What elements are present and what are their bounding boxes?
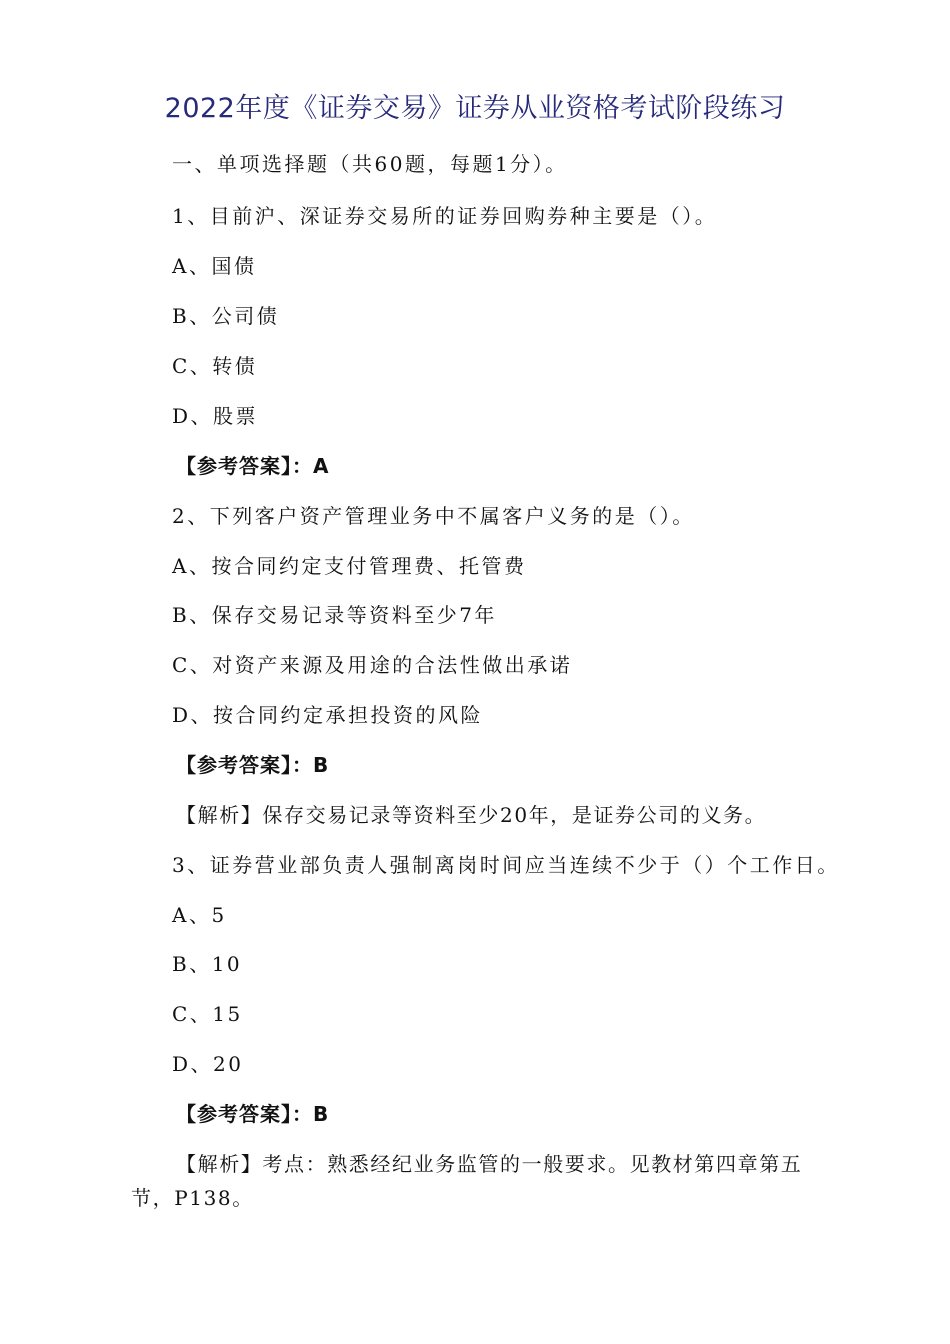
question-2-answer: 【参考答案】：B [176,753,330,777]
question-1-option-d: D、股票 [172,404,259,428]
question-3-explanation-continued: 节，P138。 [131,1186,254,1210]
question-3-explanation [176,1148,802,1177]
explanation-text: 保存交易记录等资料至少20年，是证券公司的义务。 [262,803,767,827]
page-title: 2022年度《证券交易》证券从业资格考试阶段练习 [164,93,786,124]
explanation-tag: 【解析】 [176,1152,263,1176]
question-2-option-d: D、按合同约定承担投资的风险 [172,703,484,727]
question-2-option-a: A、按合同约定支付管理费、托管费 [172,554,527,578]
question-1-answer: 【参考答案】：A [176,454,330,478]
question-3-stem: 3、证券营业部负责人强制离岗时间应当连续不少于（）个工作日。 [172,853,840,877]
question-3-answer: 【参考答案】：B [176,1102,330,1126]
question-1-option-b: B、公司债 [172,304,280,328]
question-2-stem: 2、下列客户资产管理业务中不属客户义务的是（）。 [172,504,695,528]
explanation-text: 考点：熟悉经纪业务监管的一般要求。见教材第四章第五 [262,1152,803,1176]
question-3-option-b: B、10 [172,952,243,976]
question-1-option-c: C、转债 [172,354,258,378]
explanation-tag: 【解析】 [176,803,263,827]
question-3-option-a: A、5 [172,903,227,927]
question-2-option-c: C、对资产来源及用途的合法性做出承诺 [172,653,573,677]
question-1-stem: 1、目前沪、深证券交易所的证券回购券种主要是（）。 [172,204,718,228]
question-2-explanation [176,799,766,828]
question-1-option-a: A、国债 [172,254,257,278]
question-3-option-c: C、15 [172,1002,243,1026]
question-3-option-d: D、20 [172,1052,244,1076]
question-2-option-b: B、保存交易记录等资料至少7年 [172,603,497,627]
section-heading: 一、单项选择题（共60题，每题1分）。 [172,152,568,176]
